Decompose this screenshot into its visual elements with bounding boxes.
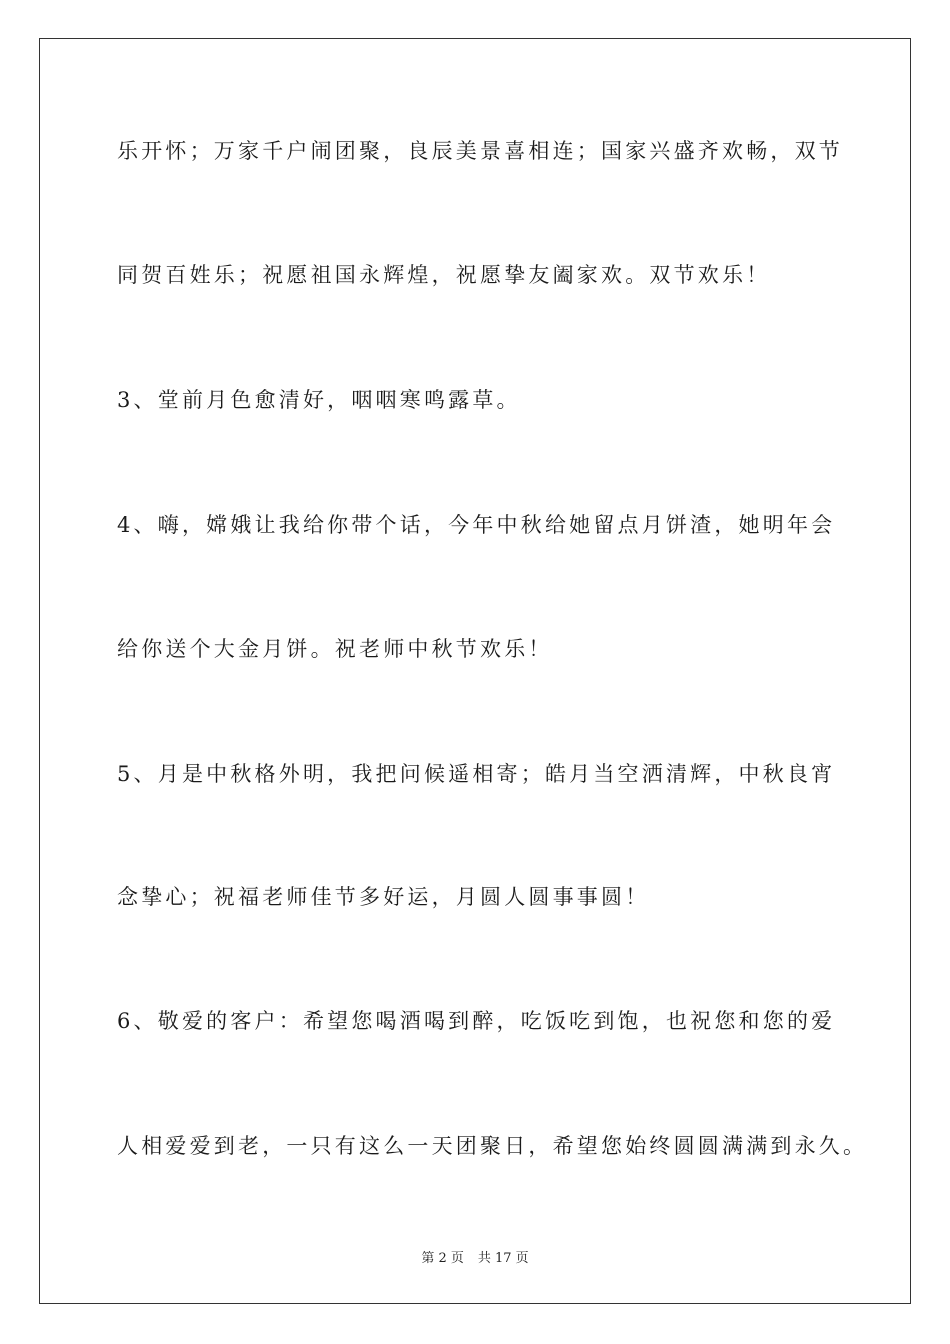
- text-line: 念挚心；祝福老师佳节多好运，月圆人圆事事圆！: [117, 885, 650, 909]
- text-line: 给你送个大金月饼。祝老师中秋节欢乐！: [117, 637, 553, 661]
- text-line: 乐开怀；万家千户闹团聚，良辰美景喜相连；国家兴盛齐欢畅，双节: [117, 139, 843, 163]
- text-line: 5、月是中秋格外明，我把问候遥相寄；皓月当空洒清辉，中秋良宵: [117, 762, 836, 786]
- page-footer: [0, 1247, 950, 1266]
- text-line: 6、敬爱的客户：希望您喝酒喝到醉，吃饭吃到饱，也祝您和您的爱: [117, 1009, 836, 1033]
- page-frame: [39, 38, 911, 1304]
- page-total: 共 17 页: [477, 1251, 529, 1266]
- text-line: 人相爱爱到老，一只有这么一天团聚日，希望您始终圆圆满满到永久。: [117, 1134, 868, 1158]
- text-line: 4、嗨，嫦娥让我给你带个话，今年中秋给她留点月饼渣，她明年会: [117, 513, 836, 537]
- page-number: 第 2 页: [421, 1251, 464, 1266]
- text-line: 同贺百姓乐；祝愿祖国永辉煌，祝愿挚友阖家欢。双节欢乐！: [117, 263, 771, 287]
- text-line: 3、堂前月色愈清好，咽咽寒鸣露草。: [117, 388, 521, 412]
